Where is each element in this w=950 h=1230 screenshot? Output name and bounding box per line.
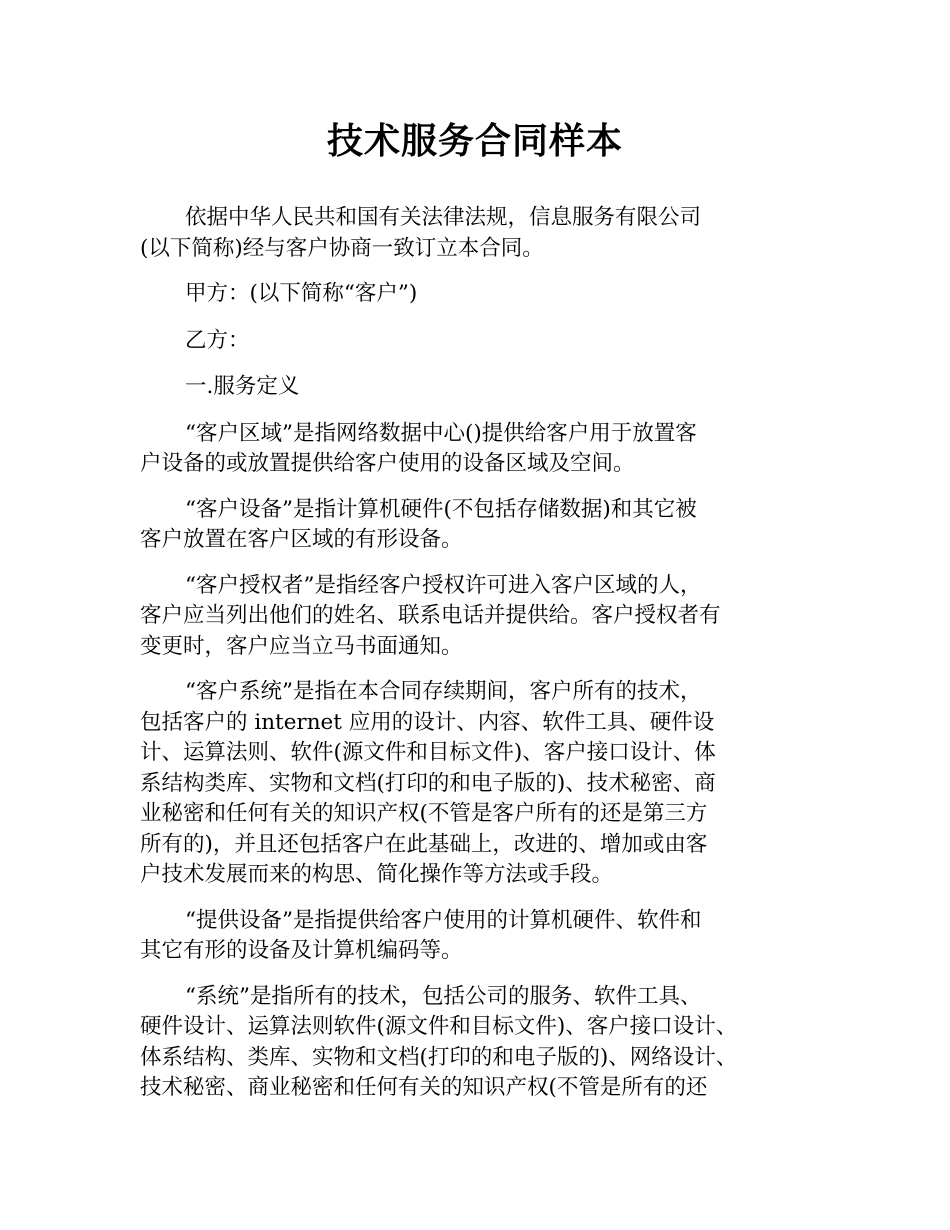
definition-provided-equipment: “提供设备”是指提供给客户使用的计算机硬件、软件和 其它有形的设备及计算机编码等。 [140,907,702,963]
party-a-line: 甲方：(以下简称“客户”) [185,281,418,306]
section-heading: 一.服务定义 [185,374,300,399]
definition-customer-area: “客户区域”是指网络数据中心()提供给客户用于放置客 户设备的或放置提供给客户使用的设备区域及空间。 [140,420,697,476]
definition-authorized-person: “客户授权者”是指经客户授权许可进入客户区域的人， 客户应当列出他们的姓名、联系电话并提供给。客户授权者有 变更时，客户应当立马书面通知。 [140,572,721,659]
party-b-line: 乙方： [185,327,250,353]
document-body [140,203,830,1119]
definition-customer-equipment: “客户设备”是指计算机硬件(不包括存储数据)和其它被 客户放置在客户区域的有形设备。 [140,496,697,552]
definition-customer-system: “客户系统”是指在本合同存续期间，客户所有的技术， 包括客户的 internet 应用的设计、内容、软件工具、硬件设 计、运算法则、软件(源文件和目标文件)、客户接口设计、体 系结构类库、实物和文档(打印的和电子版的)、技术秘密、商 业秘密和任何有关的知识产权(不管是客户所有的还是第三方 所有的)，并且还包括客户在此基础上，改进的、增加或由客 户技术发展而来的构思、简化操作等方法或手段。 [140,679,716,887]
definition-system: “系统”是指所有的技术，包括公司的服务、软件工具、 硬件设计、运算法则软件(源文件和目标文件)、客户接口设计、 体系结构、类库、实物和文档(打印的和电子版的)、网络设计、 技术秘密、商业秘密和任何有关的知识产权(不管是所有的还 [140,983,738,1100]
preamble-paragraph: 依据中华人民共和国有关法律法规，信息服务有限公司 (以下简称)经与客户协商一致订立本合同。 [140,205,702,261]
document-title: 技术服务合同样本 [326,121,623,162]
